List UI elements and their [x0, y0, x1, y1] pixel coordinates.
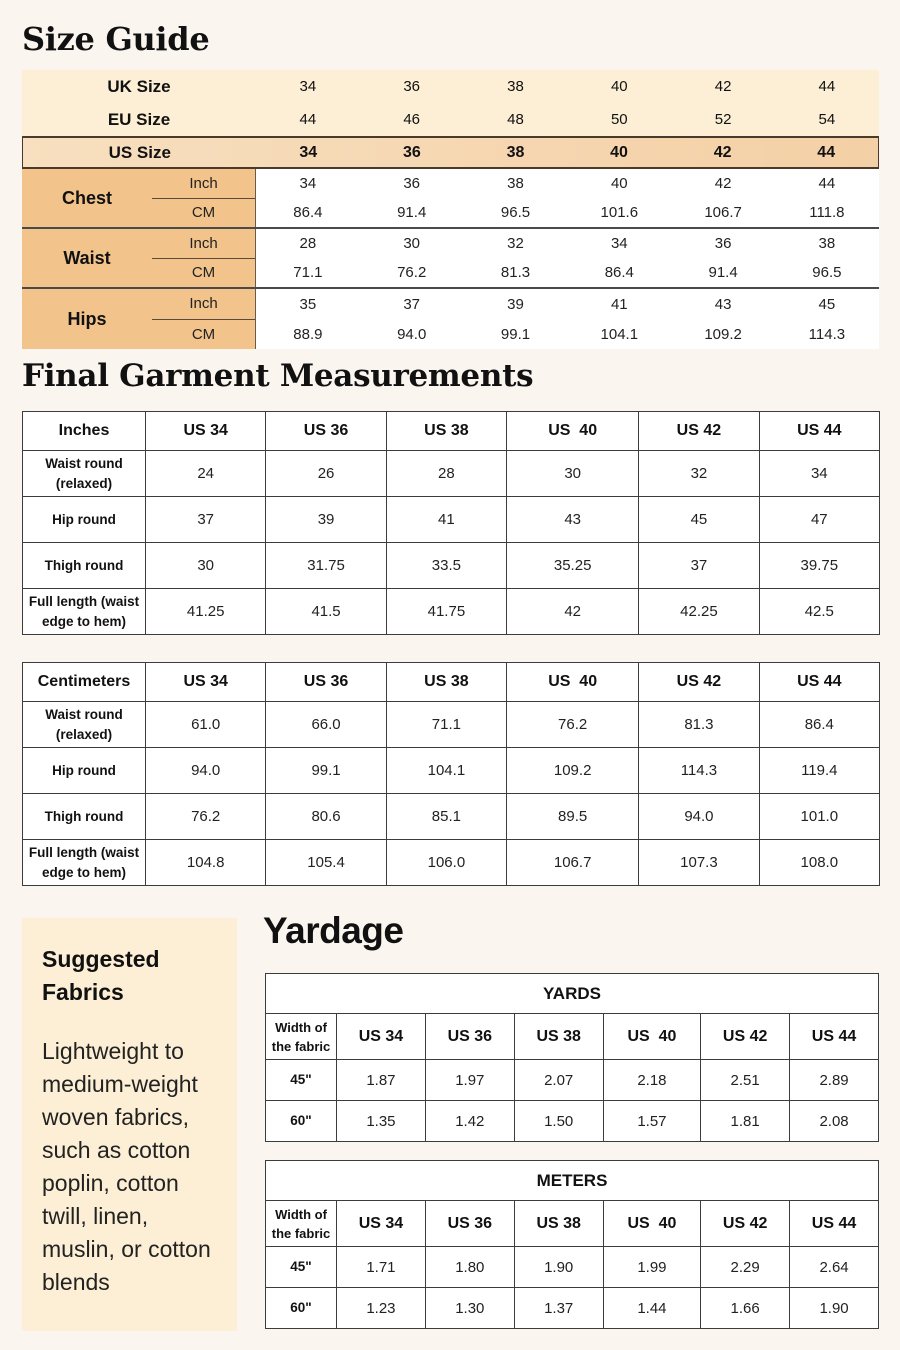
- column-header: US 44: [759, 412, 879, 451]
- table-row: [23, 497, 880, 543]
- table-cell: 1.66: [701, 1288, 790, 1329]
- hips-cm-value: 109.2: [704, 325, 742, 343]
- hips-cm-value: 114.3: [808, 325, 846, 343]
- inch-unit-label: Inch: [152, 169, 255, 199]
- fabrics-text-line: muslin, or cotton: [42, 1236, 211, 1262]
- column-header: US 42: [701, 1014, 790, 1060]
- column-header: US 34: [337, 1201, 426, 1247]
- waist-cm-value: 81.3: [500, 264, 531, 281]
- table-row: [23, 794, 880, 840]
- table-cell: 42: [507, 589, 639, 635]
- table-cell: 41.5: [266, 589, 386, 635]
- chest-inch-value: 34: [299, 175, 317, 192]
- eu-size-label: EU Size: [107, 109, 171, 129]
- chest-cm-values: [256, 198, 879, 227]
- chest-cm-value: 101.6: [600, 204, 639, 221]
- row-header-line2: (relaxed): [55, 475, 113, 491]
- width-header-line2: the fabric: [271, 1225, 331, 1241]
- chest-cm-value: 111.8: [809, 204, 845, 221]
- column-header: US 36: [425, 1201, 514, 1247]
- uk-size-value: 40: [610, 78, 628, 95]
- table-row: [23, 840, 880, 886]
- hips-cm-value: 104.1: [600, 325, 639, 343]
- table-cell: 41: [386, 497, 506, 543]
- uk-size-label: UK Size: [107, 76, 171, 96]
- uk-size-value: 38: [507, 78, 524, 95]
- table-cell: 32: [639, 451, 759, 497]
- waist-measurement-row: [22, 229, 879, 289]
- table-cell: 89.5: [507, 794, 639, 840]
- table-cell: 114.3: [639, 748, 759, 794]
- table-header-row: [23, 663, 880, 702]
- table-cell: 1.35: [337, 1101, 426, 1142]
- width-of-fabric-header: [266, 1201, 337, 1247]
- table-cell: 31.75: [266, 543, 386, 589]
- row-header: [23, 451, 146, 497]
- table-header-row: [266, 1201, 879, 1247]
- table-cell: 1.81: [701, 1101, 790, 1142]
- eu-size-value: 52: [714, 111, 732, 128]
- waist-inch-value: 28: [299, 235, 317, 252]
- hips-inch-value: 37: [403, 295, 421, 313]
- us-size-value: 40: [610, 143, 628, 161]
- column-header: US 34: [146, 663, 266, 702]
- table-cell: 37: [146, 497, 266, 543]
- table-cell: 39: [266, 497, 386, 543]
- table-cell: 1.42: [425, 1101, 514, 1142]
- table-row: [23, 543, 880, 589]
- width-of-fabric-header: [266, 1014, 337, 1060]
- table-cell: 1.90: [790, 1288, 879, 1329]
- hips-cm-value: 94.0: [397, 325, 427, 343]
- column-header: US 38: [386, 412, 506, 451]
- column-header: US 36: [266, 412, 386, 451]
- table-cell: 2.29: [701, 1247, 790, 1288]
- waist-inch-value: 32: [507, 235, 524, 252]
- table-cell: 86.4: [759, 702, 879, 748]
- column-header: US 42: [639, 663, 759, 702]
- hips-cm-value: 88.9: [293, 325, 323, 343]
- table-cell: 2.64: [790, 1247, 879, 1288]
- table-cell: 1.71: [337, 1247, 426, 1288]
- eu-size-row: [22, 103, 879, 136]
- waist-cm-value: 96.5: [812, 264, 842, 281]
- row-header: 60": [266, 1288, 337, 1329]
- row-header: Thigh round: [23, 543, 146, 589]
- table-cell: 1.23: [337, 1288, 426, 1329]
- hips-cm-values: [256, 319, 879, 349]
- table-cell: 2.89: [790, 1060, 879, 1101]
- table-cell: 104.1: [386, 748, 506, 794]
- fabrics-text-line: poplin, cotton: [42, 1170, 179, 1196]
- row-header: Thigh round: [23, 794, 146, 840]
- table-cell: 33.5: [386, 543, 506, 589]
- column-header: US 38: [514, 1014, 603, 1060]
- hips-inch-value: 41: [610, 295, 628, 313]
- waist-inch-value: 38: [818, 235, 836, 252]
- hips-inch-values: [256, 289, 879, 319]
- fabrics-title-line1: Suggested: [42, 946, 160, 972]
- row-header-line2: (relaxed): [55, 726, 113, 742]
- table-cell: 41.75: [386, 589, 506, 635]
- uk-size-row: [22, 70, 879, 103]
- table-cell: 80.6: [266, 794, 386, 840]
- table-cell: 1.50: [514, 1101, 603, 1142]
- table-row: [23, 748, 880, 794]
- suggested-fabrics-panel: [22, 918, 237, 1331]
- waist-inch-values: [256, 229, 879, 258]
- table-cell: 39.75: [759, 543, 879, 589]
- inch-unit-label: Inch: [152, 229, 255, 259]
- table-cell: 34: [759, 451, 879, 497]
- table-cell: 30: [507, 451, 639, 497]
- hips-inch-value: 39: [507, 295, 524, 313]
- column-header: US 40: [507, 663, 639, 702]
- column-header: US 40: [603, 1014, 701, 1060]
- eu-size-value: 46: [403, 111, 421, 128]
- table-cell: 1.30: [425, 1288, 514, 1329]
- eu-size-value: 44: [299, 111, 317, 128]
- table-cell: 94.0: [639, 794, 759, 840]
- waist-cm-value: 86.4: [604, 264, 634, 281]
- table-title-row: [266, 1161, 879, 1201]
- table-cell: 106.7: [507, 840, 639, 886]
- table-cell: 2.07: [514, 1060, 603, 1101]
- column-header: US 34: [337, 1014, 426, 1060]
- table-cell: 101.0: [759, 794, 879, 840]
- column-header: US 44: [790, 1201, 879, 1247]
- width-header-line1: Width of: [275, 1019, 327, 1035]
- chest-inch-value: 36: [403, 175, 421, 192]
- table-cell: 109.2: [507, 748, 639, 794]
- table-row: [23, 702, 880, 748]
- final-garment-title: Final Garment Measurements: [22, 358, 534, 394]
- chest-inch-value: 38: [507, 175, 524, 192]
- row-header: [23, 589, 146, 635]
- column-header: US 38: [386, 663, 506, 702]
- table-cell: 35.25: [507, 543, 639, 589]
- size-guide-title: Size Guide: [22, 20, 210, 58]
- fabrics-text-line: medium-weight: [42, 1071, 198, 1097]
- cm-unit-label: CM: [191, 325, 216, 343]
- table-cell: 28: [386, 451, 506, 497]
- table-cell: 71.1: [386, 702, 506, 748]
- row-header-line1: Waist round: [45, 455, 123, 471]
- us-size-label: US Size: [108, 142, 171, 162]
- uk-size-value: 36: [403, 78, 421, 95]
- waist-cm-values: [256, 258, 879, 287]
- eu-size-value: 48: [507, 111, 524, 128]
- row-header: 45": [266, 1247, 337, 1288]
- yardage-meters-table: [265, 1160, 879, 1329]
- chest-cm-value: 86.4: [293, 204, 323, 221]
- table-cell: 2.51: [701, 1060, 790, 1101]
- table-header-row: [266, 1014, 879, 1060]
- chest-inch-values: [256, 169, 879, 198]
- hips-label: Hips: [22, 289, 152, 349]
- table-cell: 104.8: [146, 840, 266, 886]
- table-cell: 37: [639, 543, 759, 589]
- chest-inch-value: 40: [610, 175, 628, 192]
- final-garment-centimeters-table: [22, 662, 880, 886]
- table-cell: 107.3: [639, 840, 759, 886]
- hips-inch-value: 45: [818, 295, 836, 313]
- row-header-line1: Full length (waist: [28, 844, 140, 860]
- table-cell: 1.37: [514, 1288, 603, 1329]
- table-cell: 43: [507, 497, 639, 543]
- column-header: US 42: [701, 1201, 790, 1247]
- hips-measurement-row: [22, 289, 879, 349]
- column-header: US 44: [759, 663, 879, 702]
- chest-cm-value: 96.5: [500, 204, 531, 221]
- table-cell: 119.4: [759, 748, 879, 794]
- waist-cm-value: 71.1: [293, 264, 323, 281]
- chest-inch-value: 42: [714, 175, 732, 192]
- column-header: US 44: [790, 1014, 879, 1060]
- chest-label: Chest: [22, 169, 152, 227]
- table-cell: 94.0: [146, 748, 266, 794]
- table-cell: 2.18: [603, 1060, 701, 1101]
- table-cell: 61.0: [146, 702, 266, 748]
- table-cell: 1.44: [603, 1288, 701, 1329]
- width-header-line1: Width of: [275, 1206, 327, 1222]
- eu-size-value: 54: [818, 111, 836, 128]
- row-header: Hip round: [23, 748, 146, 794]
- waist-inch-value: 34: [610, 235, 628, 252]
- table-title-row: [266, 974, 879, 1014]
- table-cell: 41.25: [146, 589, 266, 635]
- column-header: US 36: [266, 663, 386, 702]
- table-cell: 2.08: [790, 1101, 879, 1142]
- table-row: [23, 589, 880, 635]
- table-cell: 105.4: [266, 840, 386, 886]
- row-header: [23, 840, 146, 886]
- column-header: US 36: [425, 1014, 514, 1060]
- table-cell: 99.1: [266, 748, 386, 794]
- table-cell: 85.1: [386, 794, 506, 840]
- table-cell: 47: [759, 497, 879, 543]
- table-cell: 76.2: [146, 794, 266, 840]
- table-cell: 42.5: [759, 589, 879, 635]
- corner-header: Inches: [23, 412, 146, 451]
- row-header-line2: edge to hem): [41, 613, 126, 629]
- suggested-fabrics-text: [42, 1035, 217, 1299]
- width-header-line2: the fabric: [271, 1038, 331, 1054]
- eu-size-value: 50: [610, 111, 628, 128]
- column-header: US 40: [603, 1201, 701, 1247]
- us-size-value: 36: [402, 143, 421, 161]
- table-header-row: [23, 412, 880, 451]
- row-header-line2: edge to hem): [41, 864, 126, 880]
- fabrics-title-line2: Fabrics: [42, 979, 124, 1005]
- hips-inch-value: 35: [299, 295, 317, 313]
- table-cell: 66.0: [266, 702, 386, 748]
- waist-inch-value: 30: [403, 235, 421, 252]
- table-cell: 42.25: [639, 589, 759, 635]
- yardage-title: Yardage: [263, 910, 404, 951]
- table-cell: 108.0: [759, 840, 879, 886]
- column-header: US 40: [507, 412, 639, 451]
- waist-inch-value: 36: [714, 235, 732, 252]
- table-cell: 76.2: [507, 702, 639, 748]
- table-cell: 1.97: [425, 1060, 514, 1101]
- us-size-value: 38: [506, 143, 525, 161]
- us-size-row: [22, 136, 879, 169]
- row-header-line1: Waist round: [45, 706, 123, 722]
- fabrics-text-line: woven fabrics,: [42, 1104, 190, 1130]
- column-header: US 34: [146, 412, 266, 451]
- table-cell: 30: [146, 543, 266, 589]
- table-cell: 24: [146, 451, 266, 497]
- yardage-yards-table: [265, 973, 879, 1142]
- table-row: [266, 1247, 879, 1288]
- table-cell: 1.99: [603, 1247, 701, 1288]
- table-cell: 26: [266, 451, 386, 497]
- table-cell: 1.57: [603, 1101, 701, 1142]
- fabrics-text-line: twill, linen,: [42, 1203, 149, 1229]
- row-header: 45": [266, 1060, 337, 1101]
- waist-label: Waist: [22, 229, 152, 287]
- fabrics-text-line: such as cotton: [42, 1137, 191, 1163]
- row-header: 60": [266, 1101, 337, 1142]
- size-guide-table: [22, 70, 879, 349]
- table-row: [266, 1101, 879, 1142]
- cm-unit-label: CM: [191, 264, 216, 282]
- table-row: [23, 451, 880, 497]
- table-cell: 1.80: [425, 1247, 514, 1288]
- uk-size-value: 42: [714, 78, 732, 95]
- waist-cm-value: 91.4: [708, 264, 738, 281]
- row-header: Hip round: [23, 497, 146, 543]
- chest-cm-value: 91.4: [397, 204, 427, 221]
- hips-inch-value: 43: [714, 295, 732, 313]
- row-header: [23, 702, 146, 748]
- chest-measurement-row: [22, 169, 879, 229]
- table-row: [266, 1288, 879, 1329]
- us-size-value: 44: [817, 143, 836, 161]
- waist-cm-value: 76.2: [397, 264, 427, 281]
- cm-unit-label: CM: [191, 204, 216, 222]
- us-size-value: 42: [713, 143, 732, 161]
- column-header: US 42: [639, 412, 759, 451]
- fabrics-text-line: blends: [42, 1269, 110, 1295]
- table-row: [266, 1060, 879, 1101]
- fabrics-text-line: Lightweight to: [42, 1038, 184, 1064]
- table-cell: 106.0: [386, 840, 506, 886]
- table-cell: 1.90: [514, 1247, 603, 1288]
- corner-header: Centimeters: [23, 663, 146, 702]
- row-header-line1: Full length (waist: [28, 593, 140, 609]
- meters-table-title: METERS: [266, 1161, 879, 1201]
- chest-inch-value: 44: [818, 175, 836, 192]
- column-header: US 38: [514, 1201, 603, 1247]
- uk-size-value: 44: [818, 78, 836, 95]
- inch-unit-label: Inch: [152, 289, 255, 320]
- final-garment-inches-table: [22, 411, 880, 635]
- table-cell: 45: [639, 497, 759, 543]
- uk-size-value: 34: [299, 78, 317, 95]
- us-size-value: 34: [299, 143, 318, 161]
- table-cell: 81.3: [639, 702, 759, 748]
- chest-cm-value: 106.7: [704, 204, 742, 221]
- table-cell: 1.87: [337, 1060, 426, 1101]
- yards-table-title: YARDS: [266, 974, 879, 1014]
- hips-cm-value: 99.1: [500, 325, 531, 343]
- suggested-fabrics-title: [42, 943, 217, 1009]
